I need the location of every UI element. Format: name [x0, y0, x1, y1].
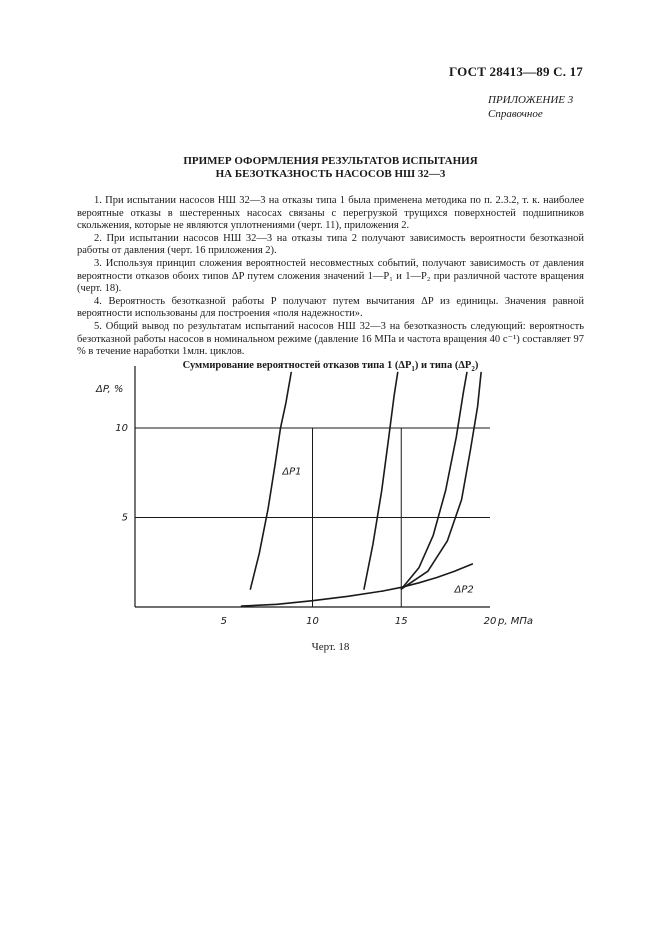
y-tick-label-5: 5	[121, 512, 128, 524]
paragraph-1: 1. При испытании насосов НШ 32—3 на отказы типа 1 была применена методика по п. 2.3.2, т. к. наиболее вероятные отказы в шестеренных насосах связаны с перегрузкой трущихся поверхностей подшипников скольжения, которые не являются уплотнениями (черт. 11), приложения 2.	[77, 195, 584, 232]
figure-label: Черт. 18	[311, 641, 350, 653]
paragraph-5: 5. Общий вывод по результатам испытаний насосов НШ 32—3 на безотказность следующий: вероятность безотказной работы насосов в номинальном режиме (давление 16 МПа и частота вращения 40 с⁻¹) составляет 97 % в течение наработки 1млн. циклов.	[77, 320, 584, 358]
x-axis-label: p, МПа	[498, 616, 533, 627]
paragraph-4: 4. Вероятность безотказной работы P получают путем вычитания ΔP из единицы. Значения равной вероятности использованы для построения «поля надежности».	[77, 295, 584, 320]
x-tick-label-20: 20	[483, 616, 497, 627]
series-line-1	[250, 373, 291, 590]
x-tick-label-15: 15	[394, 616, 408, 627]
caption-prefix: Суммирование вероятностей отказов типа 1 (ΔP	[182, 360, 412, 371]
appendix-type: Справочное	[488, 108, 543, 120]
series-line-2	[364, 373, 398, 590]
paragraph-3: 3. Используя принцип сложения вероятностей несовместных событий, получают зависимость от давления вероятности отказов обоих типов ΔP путем сложения значений 1—P₁ и 1—P₂ при различной частоте вращения (черт. 18).	[77, 257, 584, 295]
chart-labels	[95, 384, 533, 627]
caption-sub-1: 1	[411, 365, 415, 374]
y-tick-label-10: 10	[115, 423, 128, 434]
caption-middle: ) и типа (ΔP	[414, 360, 472, 371]
title-line-2: НА БЕЗОТКАЗНОСТЬ НАСОСОВ НШ 32—3	[215, 168, 446, 180]
series-label-dp2: ΔP2	[454, 584, 474, 596]
paragraph-2: 2. При испытании насосов НШ 32—3 на отказы типа 2 получают зависимость вероятности безотказной работы от давления (черт. 16 приложения 2).	[77, 232, 584, 257]
title-line-1: ПРИМЕР ОФОРМЛЕНИЯ РЕЗУЛЬТАТОВ ИСПЫТАНИЯ	[183, 155, 478, 167]
series-line-5	[242, 564, 473, 606]
series-line-4	[401, 373, 481, 590]
x-tick-label-5: 5	[220, 616, 227, 627]
series-label-dp1: ΔP1	[282, 466, 302, 478]
chart-series	[242, 373, 482, 607]
page-header: ГОСТ 28413—89 С. 17	[449, 64, 583, 79]
appendix-label: ПРИЛОЖЕНИЕ 3	[488, 94, 574, 106]
series-line-3	[401, 373, 467, 590]
caption-suffix: )	[474, 360, 479, 371]
x-tick-label-10: 10	[306, 616, 319, 627]
y-axis-label: ΔP, %	[96, 384, 124, 395]
chart-grid	[135, 428, 490, 607]
caption-sub-2: 2	[471, 365, 475, 374]
